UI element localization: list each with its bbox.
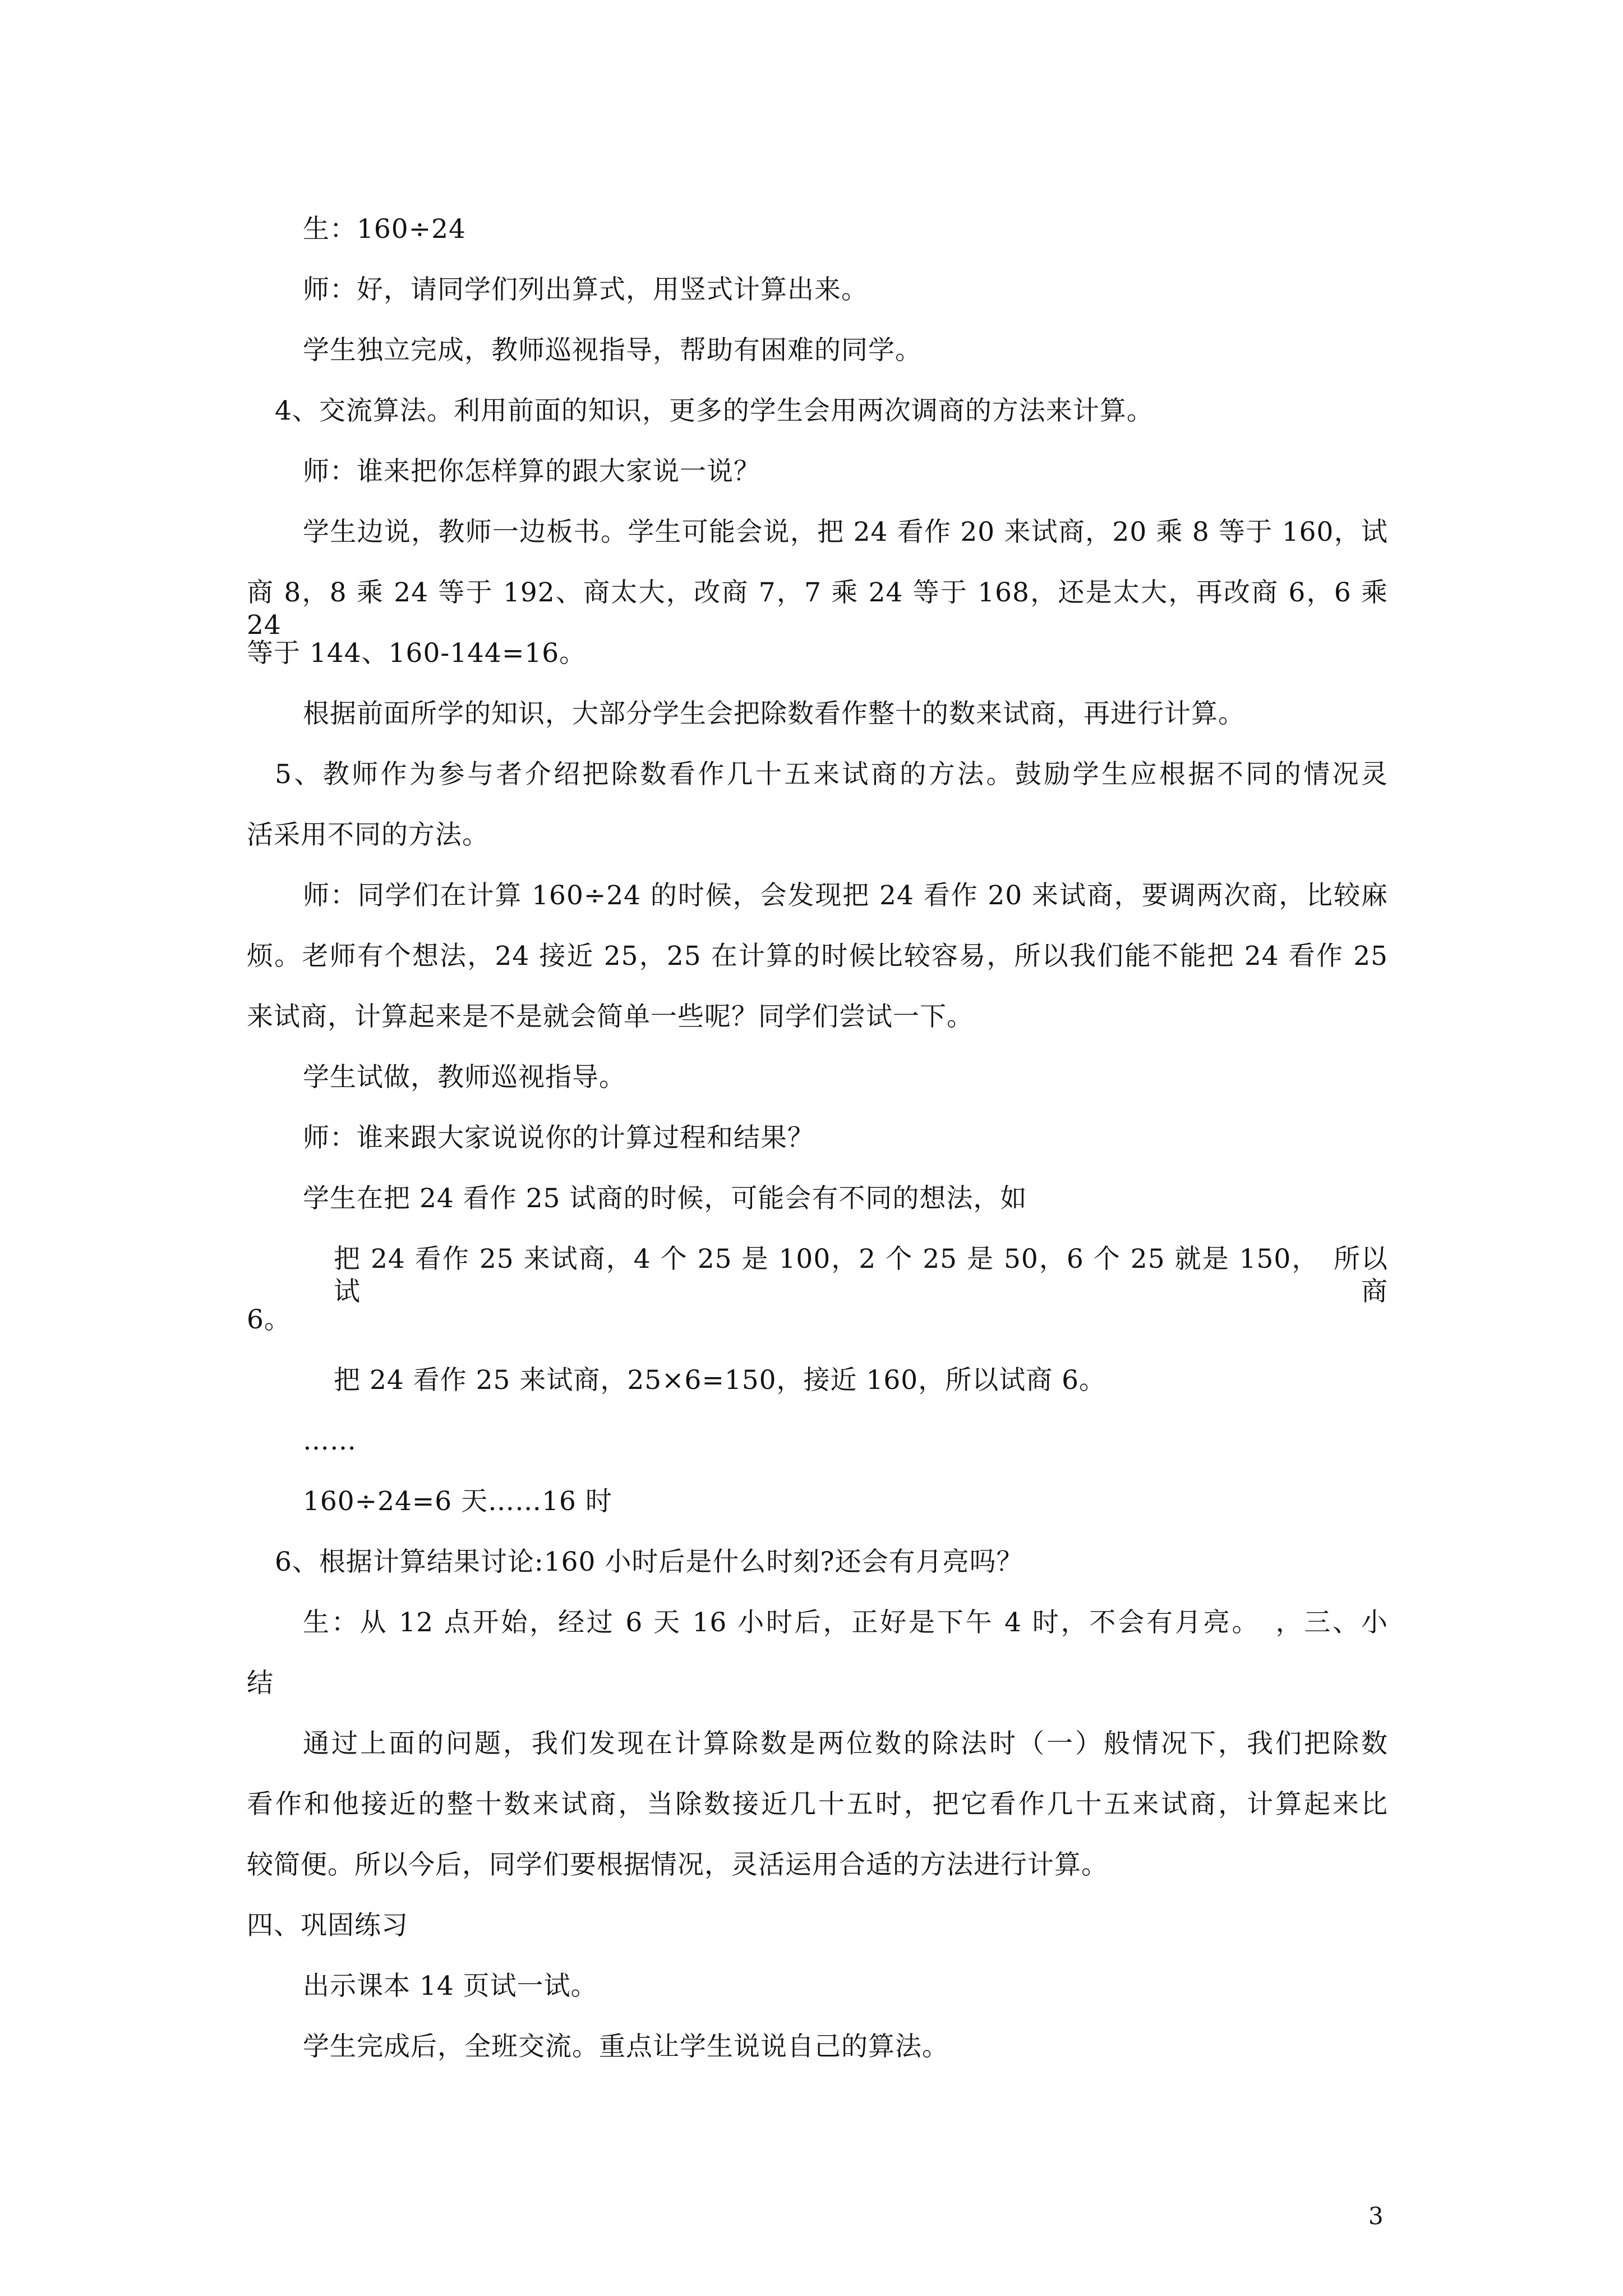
text-line: 把 24 看作 25 来试商，25×6=150，接近 160，所以试商 6。 bbox=[334, 1365, 1106, 1396]
text-line: 生：从 12 点开始，经过 6 天 16 小时后，正好是下午 4 时，不会有月亮。 ，三、小 bbox=[303, 1607, 1388, 1638]
text-line: 160÷24=6 天……16 时 bbox=[303, 1486, 612, 1517]
text-line: 活采用不同的方法。 bbox=[247, 820, 489, 850]
text-line: 生：160÷24 bbox=[303, 214, 466, 245]
text-line: 把 24 看作 25 来试商，4 个 25 是 100，2 个 25 是 50，6 个 25 就是 150， 所以试商 bbox=[334, 1244, 1388, 1307]
text-line: 5、教师作为参与者介绍把除数看作几十五来试商的方法。鼓励学生应根据不同的情况灵 bbox=[275, 759, 1388, 790]
text-line: 6。 bbox=[247, 1304, 291, 1335]
text-line: 6、根据计算结果讨论:160 小时后是什么时刻?还会有月亮吗？ bbox=[275, 1547, 1023, 1577]
text-line: 学生边说，教师一边板书。学生可能会说，把 24 看作 20 来试商，20 乘 8 等于 160，试 bbox=[303, 517, 1388, 547]
text-line: 根据前面所学的知识，大部分学生会把除数看作整十的数来试商，再进行计算。 bbox=[303, 698, 1245, 729]
text-line: 较简便。所以今后，同学们要根据情况，灵活运用合适的方法进行计算。 bbox=[247, 1849, 1108, 1880]
text-line: 学生在把 24 看作 25 试商的时候，可能会有不同的想法，如 bbox=[303, 1183, 1027, 1214]
text-line: 烦。老师有个想法，24 接近 25，25 在计算的时候比较容易，所以我们能不能把 24 看作 25 bbox=[247, 941, 1388, 972]
text-line: 师：同学们在计算 160÷24 的时候，会发现把 24 看作 20 来试商，要调两次商，比较麻 bbox=[303, 880, 1388, 911]
text-line: 等于 144、160-144=16。 bbox=[247, 638, 587, 669]
text-line: 结 bbox=[247, 1668, 274, 1699]
text-line: …… bbox=[303, 1425, 357, 1456]
page-number: 3 bbox=[1368, 2202, 1384, 2230]
text-line: 通过上面的问题，我们发现在计算除数是两位数的除法时（一）般情况下，我们把除数 bbox=[303, 1728, 1388, 1759]
section-heading: 四、巩固练习 bbox=[247, 1910, 408, 1941]
text-line: 商 8，8 乘 24 等于 192、商太大，改商 7，7 乘 24 等于 168，还是太大，再改商 6，6 乘 24 bbox=[247, 577, 1388, 641]
text-line: 师：谁来把你怎样算的跟大家说一说？ bbox=[303, 456, 760, 487]
text-line: 来试商，计算起来是不是就会简单一些呢？同学们尝试一下。 bbox=[247, 1001, 974, 1032]
text-line: 师：好，请同学们列出算式，用竖式计算出来。 bbox=[303, 274, 868, 305]
text-line: 学生完成后，全班交流。重点让学生说说自己的算法。 bbox=[303, 2031, 949, 2062]
text-line: 出示课本 14 页试一试。 bbox=[303, 1971, 598, 2001]
text-line: 学生独立完成，教师巡视指导，帮助有困难的同学。 bbox=[303, 335, 922, 366]
text-line: 师：谁来跟大家说说你的计算过程和结果？ bbox=[303, 1122, 814, 1153]
text-line: 学生试做，教师巡视指导。 bbox=[303, 1062, 626, 1093]
text-line: 4、交流算法。利用前面的知识，更多的学生会用两次调商的方法来计算。 bbox=[275, 395, 1154, 426]
text-line: 看作和他接近的整十数来试商，当除数接近几十五时，把它看作几十五来试商，计算起来比 bbox=[247, 1789, 1388, 1820]
